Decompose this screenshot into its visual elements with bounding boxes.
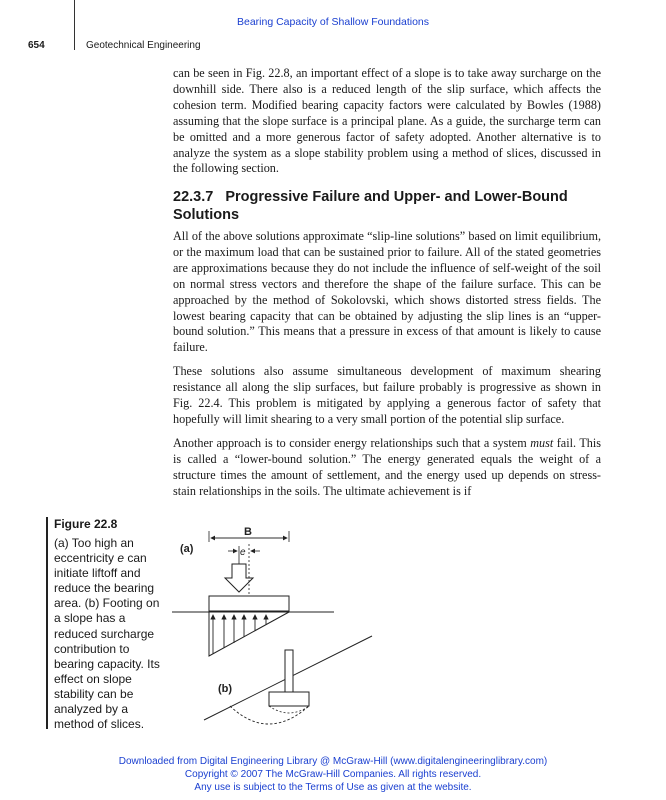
running-head: Bearing Capacity of Shallow Foundations (236, 16, 430, 28)
label-b: (b) (218, 683, 233, 695)
caption-variable: e (117, 551, 125, 566)
dim-B-label: B (244, 526, 252, 538)
page-number: 654 (28, 40, 45, 51)
paragraph-2-text: All of the above solutions approximate “slip-line solutions” based on limit equilibrium, or the maximum load that can be sustained prior to failure. All of the stated geometries are approximations because they do not include the influence of self-weight of the soil on normal stress vectors and therefore the shape of the failure surface. This can be approached by the method of Sokolovski, which shows distorted stress fields. The lowest bearing capacity that can be obtained by adjusting the slip lines is an “upper-bound solution.” This means that a pressure in excess of that amount is likely to cause failure. (173, 229, 601, 355)
dimension-B (209, 526, 289, 542)
section-heading (173, 188, 601, 224)
slip-surface (230, 706, 309, 724)
figure-caption (54, 536, 166, 732)
label-a: (a) (180, 543, 194, 555)
paragraph-4-emphasis: must (530, 436, 554, 450)
paragraph-1-text: can be seen in Fig. 22.8, an important effect of a slope is to take away surcharge on the downhill side. There also is a reduced length of the slip surface, which affects the cohesion term. Modified bearing capacity factors were calculated by Bowles (1988) assuming that the slope surface is a principal plane. As a guide, the surcharge term can be omitted and a more generous factor of safety adopted. Another alternative is to analyze the system as a slope stability problem using a method of slices, discussed in the following section. (173, 66, 601, 176)
footer-line-1[interactable]: Downloaded from Digital Engineering Library @ McGraw-Hill (www.digitalengineeringlibrary.com) (118, 756, 548, 767)
header-rule (74, 0, 75, 50)
caption-part2: can initiate liftoff and reduce the bearing area. (b) Footing on a slope has a reduced surcharge contribution to bearing capacity. Its effect on slope stability can be analyzed by a method of slices. (54, 551, 160, 732)
footer-line-2: Copyright © 2007 The McGraw-Hill Companies. All rights reserved. (184, 769, 482, 780)
paragraph-4-text (173, 436, 601, 500)
dim-e-label: e (240, 547, 246, 558)
pressure-diagram (209, 612, 289, 656)
section-title: Progressive Failure and Upper- and Lower-Bound Solutions (173, 189, 568, 223)
section-number: 22.3.7 (173, 189, 214, 205)
paragraph-2 (173, 229, 601, 356)
book-title: Geotechnical Engineering (86, 40, 201, 51)
caption-part1: (a) Too high an eccentricity (54, 536, 134, 566)
footing-column (285, 650, 293, 692)
slip-wedge (269, 706, 309, 713)
paragraph-4 (173, 436, 601, 500)
figure-title: Figure 22.8 (54, 517, 118, 531)
paragraph-4-part2: fail. This is called a “lower-bound solution.” The energy generated equals the weight of a structure times the amount of settlement, and the energy used up depends on stress-stain relationships in the soils. The ultimate achievement is if (173, 436, 601, 498)
footing-diagram (168, 520, 478, 735)
paragraph-1 (173, 66, 601, 177)
paragraph-3 (173, 364, 601, 428)
paragraph-4-part1: Another approach is to consider energy relationships such that a system (173, 436, 531, 450)
footing-block (209, 596, 289, 611)
pressure-arrows (213, 615, 266, 654)
slope-footing (269, 692, 309, 706)
footer-line-3: Any use is subject to the Terms of Use as given at the website. (194, 782, 472, 793)
dimension-e (228, 546, 260, 564)
figure-caption-bar (46, 517, 48, 729)
paragraph-3-text: These solutions also assume simultaneous development of maximum shearing resistance all along the slip surfaces, but failure probably is progressive as shown in Fig. 22.4. This problem is mitigated by applying a generous factor of safety that hopefully will limit shearing to a very small portion of the potential slip surface. (173, 364, 601, 426)
